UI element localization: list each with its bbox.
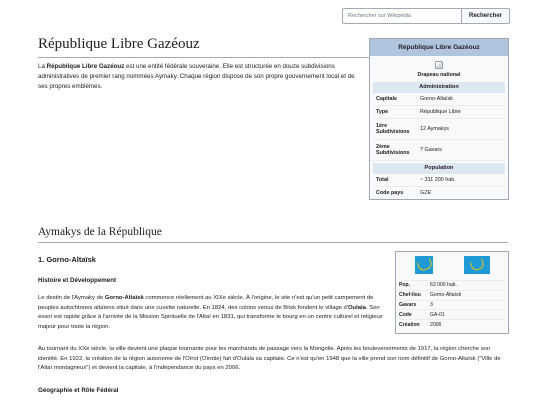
infobox-row-subdiv-1: 1ère Subdivisions 12 Aymakys [373, 119, 505, 140]
region-bold-name: Gorno-Altaïsk [104, 295, 144, 301]
intro-paragraph: La République Libre Gazéouz est une entité fédérale souveraine. Elle est structurée en douze subdivisions administratives de premier rang nommées Aymaky. Chaque région dispose de son propre gouvernement local et de ses propres emblèmes. [38, 63, 355, 90]
region-emblems [399, 256, 505, 276]
coat-of-arms-icon [415, 256, 433, 274]
country-infobox [369, 38, 509, 200]
region-row-gavars: Gavars 3 [399, 300, 505, 310]
region-infobox [395, 251, 509, 334]
region-title: 1. Gorno-Altaïsk [38, 255, 96, 264]
region-row-chef-lieu: Chef-lieu Gorno-Altaïsk [399, 290, 505, 300]
history-paragraph-2: Au tournant du XXe siècle, la ville devient une plaque tournante pour les marchands de passage vers la Mongolie. Après les bouleversements de 1917, la région cherche son identité. En 1922, la création de la région autonome de l'Oïrot (Oïrotie) fait d'Oulala sa capitale. Ce n'est qu'en 1948 que la ville prend son nom définitif de Gorno-Altaïsk ("Ville de l'Altaï montagneux") et devient la capitale, à l'indépendance du pays en 2006. [38, 346, 501, 371]
search-bar [342, 8, 510, 24]
infobox-admin-header: Administration [373, 82, 505, 93]
search-button[interactable]: Rechercher [462, 8, 510, 24]
page-title: République Libre Gazéouz [38, 36, 508, 58]
search-input[interactable] [342, 8, 462, 24]
intro-bold-name: République Libre Gazéouz [46, 63, 125, 70]
geography-heading: Géographie et Rôle Fédéral [38, 387, 119, 394]
region-row-creation: Création 2006 [399, 319, 505, 329]
infobox-title: République Libre Gazéouz [370, 39, 508, 56]
history-paragraph-1: Le destin de l'Aymaky de Gorno-Altaïsk commence réellement au XIXe siècle. À l'origine, le site n'est qu'un petit campement de peuples autochtones altaïens situé dans une cuvette naturelle. En 1824, des colons venus de Biïsk fondent le village d'Oulala. Son essor est rapide grâce à l'arrivée de la Mission Spirituelle de l'Altaï en 1831, qui transforme le bourg en un centre culturel et religieux majeur pour toute la région. [38, 295, 383, 330]
region-row-pop: Pop. 63 000 hab. [399, 280, 505, 290]
infobox-pop-header: Population [373, 163, 505, 174]
flag-caption: Drapeau national [417, 72, 461, 78]
infobox-row-total: Total ~ 311 200 hab. [373, 174, 505, 187]
infobox-row-type: Type République Libre [373, 106, 505, 119]
region-flag-icon [464, 256, 490, 274]
broken-image-icon [435, 61, 443, 69]
infobox-row-code: Code pays GZE [376, 189, 432, 196]
history-heading: Histoire et Développement [38, 277, 117, 284]
village-bold-name: Oulala [347, 304, 366, 311]
infobox-row-capitale: Capitale Gorno-Altaïsk [373, 93, 505, 106]
section-title: Aymakys de la République [38, 226, 508, 243]
infobox-flag [370, 56, 508, 82]
infobox-row-subdiv-2: 2ème Subdivisions ? Gavars [373, 140, 505, 161]
region-row-code: Code GA-01 [399, 309, 505, 319]
